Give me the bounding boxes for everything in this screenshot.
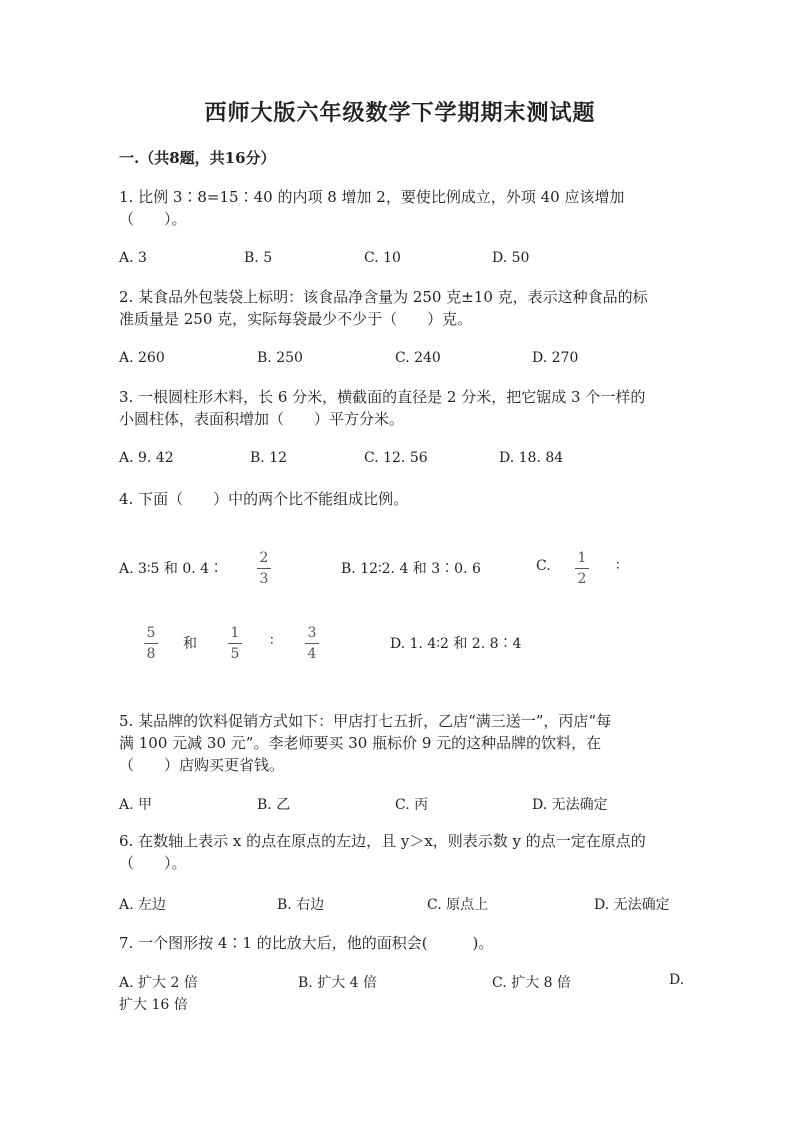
fraction-bar	[144, 643, 158, 644]
question-6-stem-line1: 6. 在数轴上表示 x 的点在原点的左边，且 y＞x，则表示数 y 的点一定在原点的	[119, 832, 646, 850]
q6-option-d: D. 无法确定	[594, 897, 670, 913]
q4-option-b: B. 12∶2. 4 和 3∶0. 6	[341, 561, 481, 577]
q6-option-b: B. 右边	[277, 897, 325, 913]
q4-colon-2: ∶	[270, 633, 274, 649]
section-heading: 一.（共8题，共16分）	[119, 149, 276, 167]
question-1	[119, 186, 699, 230]
question-2	[119, 286, 699, 330]
page-title: 西师大版六年级数学下学期期末测试题	[204, 100, 596, 126]
q2-option-c: C. 240	[395, 350, 441, 366]
question-4-stem-line1: 4. 下面（ ）中的两个比不能组成比例。	[119, 490, 409, 508]
q6-option-a: A. 左边	[119, 897, 167, 913]
fraction-bar	[575, 568, 589, 569]
fraction-bar	[257, 568, 271, 569]
q4-option-c-fraction-2	[144, 626, 158, 661]
q1-option-b: B. 5	[244, 250, 273, 266]
q5-option-b: B. 乙	[257, 797, 291, 813]
q4-option-d: D. 1. 4∶2 和 2. 8∶4	[390, 636, 522, 652]
question-2-stem-line2: 准质量是 250 克，实际每袋最少不少于（ ）克。	[119, 310, 473, 328]
q4-option-c-fraction-4	[305, 626, 319, 661]
fraction-bar	[305, 643, 319, 644]
q3-option-a: A. 9. 42	[119, 450, 174, 466]
question-2-stem-line1: 2. 某食品外包装袋上标明：该食品净含量为 250 克±10 克，表示这种食品的标	[119, 288, 648, 306]
q7-option-c: C. 扩大 8 倍	[492, 975, 571, 991]
question-7	[119, 932, 699, 954]
fraction-numerator: 3	[307, 625, 317, 641]
q1-option-d: D. 50	[492, 250, 530, 266]
fraction-numerator: 5	[146, 625, 156, 641]
question-5	[119, 710, 699, 776]
question-6	[119, 830, 699, 874]
q4-option-a: A. 3∶5 和 0. 4∶	[119, 561, 224, 577]
fraction-numerator: 1	[230, 625, 240, 641]
question-5-stem-line2: 满 100 元减 30 元”。李老师要买 30 瓶标价 9 元的这种品牌的饮料，在	[119, 734, 602, 752]
q2-option-a: A. 260	[119, 350, 165, 366]
question-4	[119, 488, 699, 510]
q7-option-d-continued: 扩大 16 倍	[119, 997, 188, 1013]
fraction-bar	[228, 643, 242, 644]
fraction-denominator: 3	[259, 571, 269, 587]
q4-colon: ∶	[616, 558, 620, 574]
q4-option-c-fraction-1	[575, 551, 589, 586]
question-3-stem-line1: 3. 一根圆柱形木料，长 6 分米，横截面的直径是 2 分米，把它锯成 3 个一样的	[119, 388, 646, 406]
fraction-numerator: 2	[259, 550, 269, 566]
q5-option-c: C. 丙	[395, 797, 429, 813]
q3-option-b: B. 12	[250, 450, 288, 466]
q7-option-a: A. 扩大 2 倍	[119, 975, 198, 991]
q2-option-d: D. 270	[532, 350, 579, 366]
question-5-stem-line3: （ ）店购买更省钱。	[119, 756, 285, 774]
q7-option-d: D.	[669, 972, 685, 988]
q4-option-c: C.	[536, 558, 551, 574]
fraction-denominator: 5	[230, 646, 240, 662]
q5-option-d: D. 无法确定	[532, 797, 608, 813]
question-1-stem-line2: （ ）。	[119, 210, 187, 228]
fraction-denominator: 8	[146, 646, 156, 662]
question-7-stem-line1: 7. 一个图形按 4∶1 的比放大后，他的面积会( )。	[119, 934, 494, 952]
question-5-stem-line1: 5. 某品牌的饮料促销方式如下：甲店打七五折，乙店“满三送一”，丙店“每	[119, 712, 612, 730]
q4-option-a-fraction	[257, 551, 271, 586]
q5-option-a: A. 甲	[119, 797, 153, 813]
q7-option-b: B. 扩大 4 倍	[298, 975, 377, 991]
question-3	[119, 386, 699, 430]
q2-option-b: B. 250	[257, 350, 303, 366]
q3-option-d: D. 18. 84	[499, 450, 564, 466]
question-1-stem-line1: 1. 比例 3∶8=15∶40 的内项 8 增加 2，要使比例成立，外项 40 应该增加	[119, 188, 625, 206]
fraction-denominator: 4	[307, 646, 317, 662]
q1-option-a: A. 3	[119, 250, 147, 266]
question-3-stem-line2: 小圆柱体，表面积增加（ ）平方分米。	[119, 410, 405, 428]
q1-option-c: C. 10	[364, 250, 401, 266]
fraction-denominator: 2	[577, 571, 587, 587]
q3-option-c: C. 12. 56	[364, 450, 428, 466]
q4-option-c-fraction-3	[228, 626, 242, 661]
q6-option-c: C. 原点上	[427, 897, 489, 913]
q4-and-text: 和	[183, 636, 197, 652]
question-6-stem-line2: （ ）。	[119, 854, 187, 872]
fraction-numerator: 1	[577, 550, 587, 566]
